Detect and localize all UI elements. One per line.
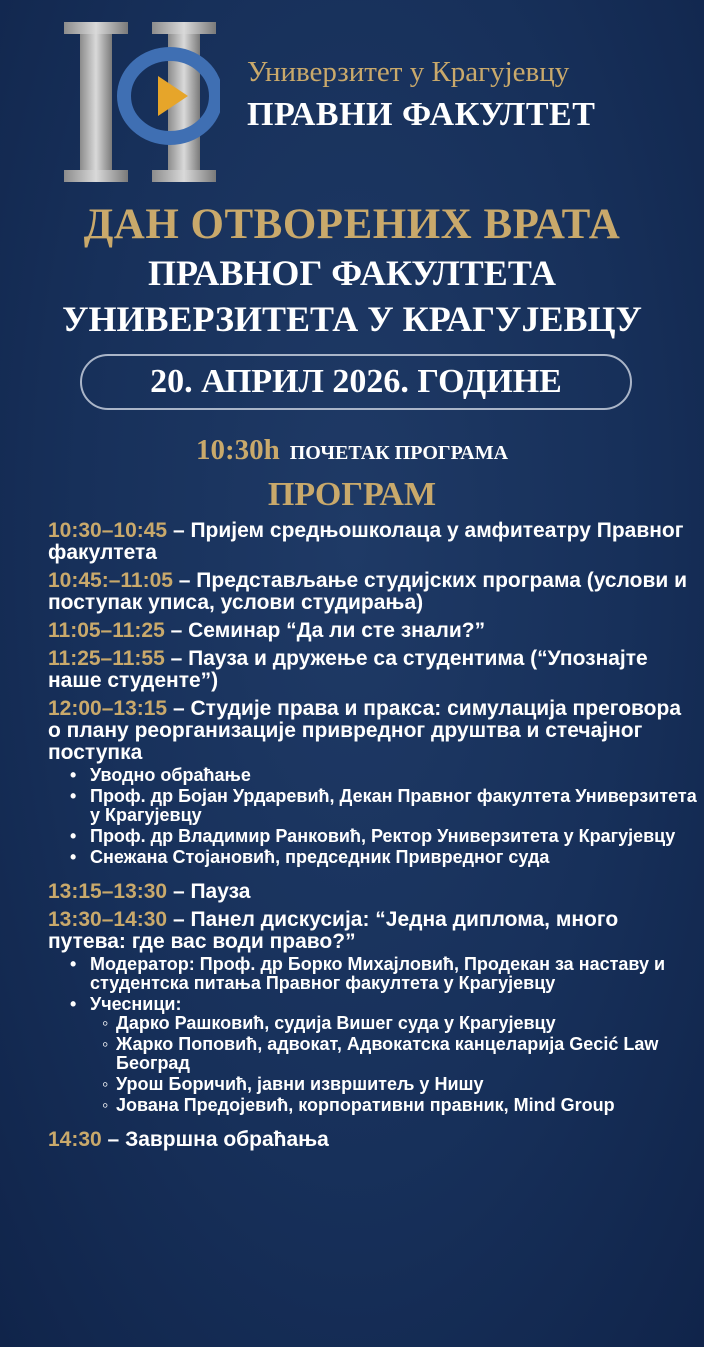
participant-item: ◦ Дарко Рашковић, судија Вишег суда у Крагујевцу xyxy=(116,1014,698,1033)
schedule-text: – Пауза и дружење са студентима (“Упознајте наше студенте”) xyxy=(48,647,648,692)
schedule-item xyxy=(48,648,698,692)
schedule-item xyxy=(48,881,698,903)
schedule-item xyxy=(48,520,698,564)
participant-item: ◦ Јована Предојевић, корпоративни правник, Mind Group xyxy=(116,1096,698,1115)
schedule-item xyxy=(48,1129,698,1151)
start-label: ПОЧЕТАК ПРОГРАМА xyxy=(289,442,509,464)
program-heading: ПРОГРАМ xyxy=(267,476,437,513)
schedule-time: 10:30–10:45 xyxy=(48,519,168,542)
title-line-1: ДАН ОТВОРЕНИХ ВРАТА xyxy=(83,201,621,248)
title-line-3: УНИВЕРЗИТЕТА У КРАГУЈЕВЦУ xyxy=(62,299,642,339)
schedule-text: – Студије права и пракса: симулација преговора о плану реорганизације привредног друштва и стечајног поступка xyxy=(48,697,682,764)
panel-list xyxy=(48,955,698,1115)
participant-item: ◦ Жарко Поповић, адвокат, Адвокатска канцеларија Gecić Law Београд xyxy=(116,1035,698,1073)
event-date-badge: 20. АПРИЛ 2026. ГОДИНЕ xyxy=(80,354,632,410)
schedule-time: 11:05–11:25 xyxy=(48,619,165,642)
schedule-text: – Панел дискусија: “Једна диплома, много путева: где вас води право?” xyxy=(48,908,619,953)
schedule-time: 13:15–13:30 xyxy=(48,880,168,903)
schedule-time: 10:45:–11:05 xyxy=(48,569,173,592)
participants-label: Учесници: xyxy=(90,994,182,1014)
schedule-item xyxy=(48,909,698,1115)
faculty-logo xyxy=(60,18,220,188)
event-title xyxy=(0,200,704,342)
schedule-item xyxy=(48,698,698,867)
schedule-time: 14:30 xyxy=(48,1128,102,1151)
schedule-text: – Завршна обраћања xyxy=(101,1128,329,1151)
title-line-2: ПРАВНОГ ФАКУЛТЕТА xyxy=(147,253,557,293)
schedule-item xyxy=(48,570,698,614)
list-item: • Уводно обраћање xyxy=(90,766,698,785)
schedule-time: 12:00–13:15 xyxy=(48,697,168,720)
list-item: • Проф. др Бојан Урдаревић, Декан Правног факултета Универзитета у Крагујевцу xyxy=(90,787,698,825)
speaker-list xyxy=(48,766,698,867)
list-item xyxy=(90,995,698,1115)
schedule-item xyxy=(48,620,698,642)
participant-list xyxy=(90,1014,698,1115)
list-item: • Снежана Стојановић, председник Привредног суда xyxy=(90,848,698,867)
participant-item: ◦ Урош Боричић, јавни извршитељ у Нишу xyxy=(116,1075,698,1094)
schedule-text: – Семинар “Да ли сте знали?” xyxy=(164,619,486,642)
start-time: 10:30h xyxy=(195,434,280,466)
program-schedule xyxy=(48,520,698,1157)
university-name: Универзитет у Крагујевцу xyxy=(247,56,570,88)
schedule-text: – Пауза xyxy=(167,880,251,903)
faculty-name: ПРАВНИ ФАКУЛТЕТ xyxy=(247,96,596,133)
list-item: • Модератор: Проф. др Борко Михајловић, Продекан за наставу и студентска питања Правног факултета у Крагујевцу xyxy=(90,955,698,993)
schedule-text: – Представљање студијских програма (услови и поступак уписа, услови студирања) xyxy=(48,569,688,614)
program-start-line xyxy=(0,434,704,467)
list-item: • Проф. др Владимир Ранковић, Ректор Универзитета у Крагујевцу xyxy=(90,827,698,846)
schedule-text: – Пријем средњошколаца у амфитеатру Правног факултета xyxy=(48,519,684,564)
schedule-time: 13:30–14:30 xyxy=(48,908,168,931)
schedule-time: 11:25–11:55 xyxy=(48,647,165,670)
